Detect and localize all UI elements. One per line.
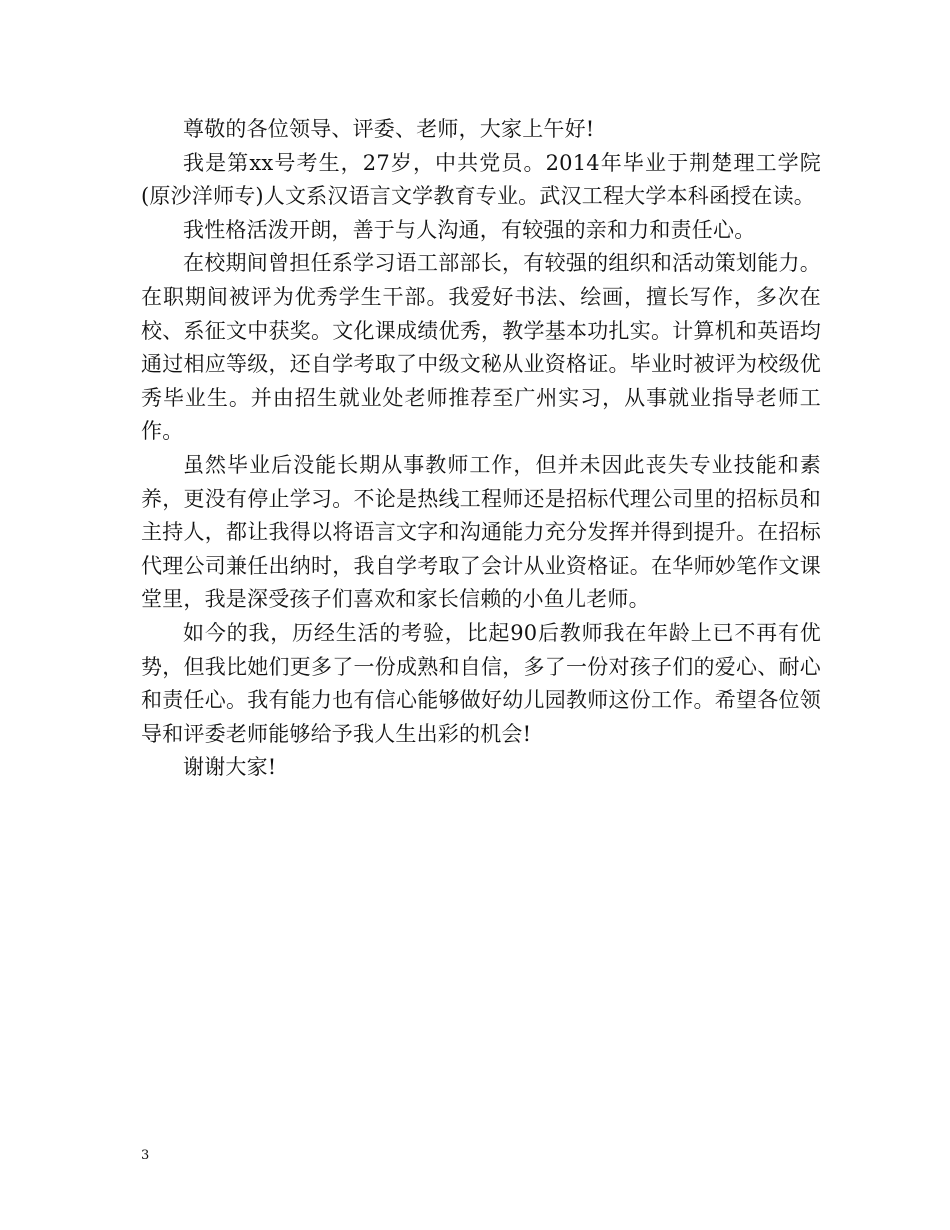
intro-paragraph: 我是第xx号考生，27岁，中共党员。2014年毕业于荆楚理工学院(原沙洋师专)人文系汉语言文学教育专业。武汉工程大学本科函授在读。: [141, 150, 821, 209]
self-statement-paragraph: 如今的我，历经生活的考验，比起90后教师我在年龄上已不再有优势，但我比她们更多了一份成熟和自信，多了一份对孩子们的爱心、耐心和责任心。我有能力也有信心能够做好幼儿园教师这份工作。希望各位领导和评委老师能够给予我人生出彩的机会!: [141, 620, 821, 746]
page-number: 3: [141, 1148, 150, 1163]
work-experience-paragraph: 虽然毕业后没能长期从事教师工作，但并未因此丧失专业技能和素养，更没有停止学习。不论是热线工程师还是招标代理公司里的招标员和主持人，都让我得以将语言文字和沟通能力充分发挥并得到提升。在招标代理公司兼任出纳时，我自学考取了会计从业资格证。在华师妙笔作文课堂里，我是深受孩子们喜欢和家长信赖的小鱼儿老师。: [141, 452, 821, 612]
school-experience-paragraph: 在校期间曾担任系学习语工部部长，有较强的组织和活动策划能力。在职期间被评为优秀学生干部。我爱好书法、绘画，擅长写作，多次在校、系征文中获奖。文化课成绩优秀，教学基本功扎实。计算机和英语均通过相应等级，还自学考取了中级文秘从业资格证。毕业时被评为校级优秀毕业生。并由招生就业处老师推荐至广州实习，从事就业指导老师工作。: [141, 251, 821, 444]
greeting-paragraph: 尊敬的各位领导、评委、老师，大家上午好!: [183, 117, 595, 141]
closing-paragraph: 谢谢大家!: [183, 755, 277, 780]
personality-paragraph: 我性格活泼开朗，善于与人沟通，有较强的亲和力和责任心。: [183, 217, 756, 242]
document-body: [141, 113, 821, 785]
